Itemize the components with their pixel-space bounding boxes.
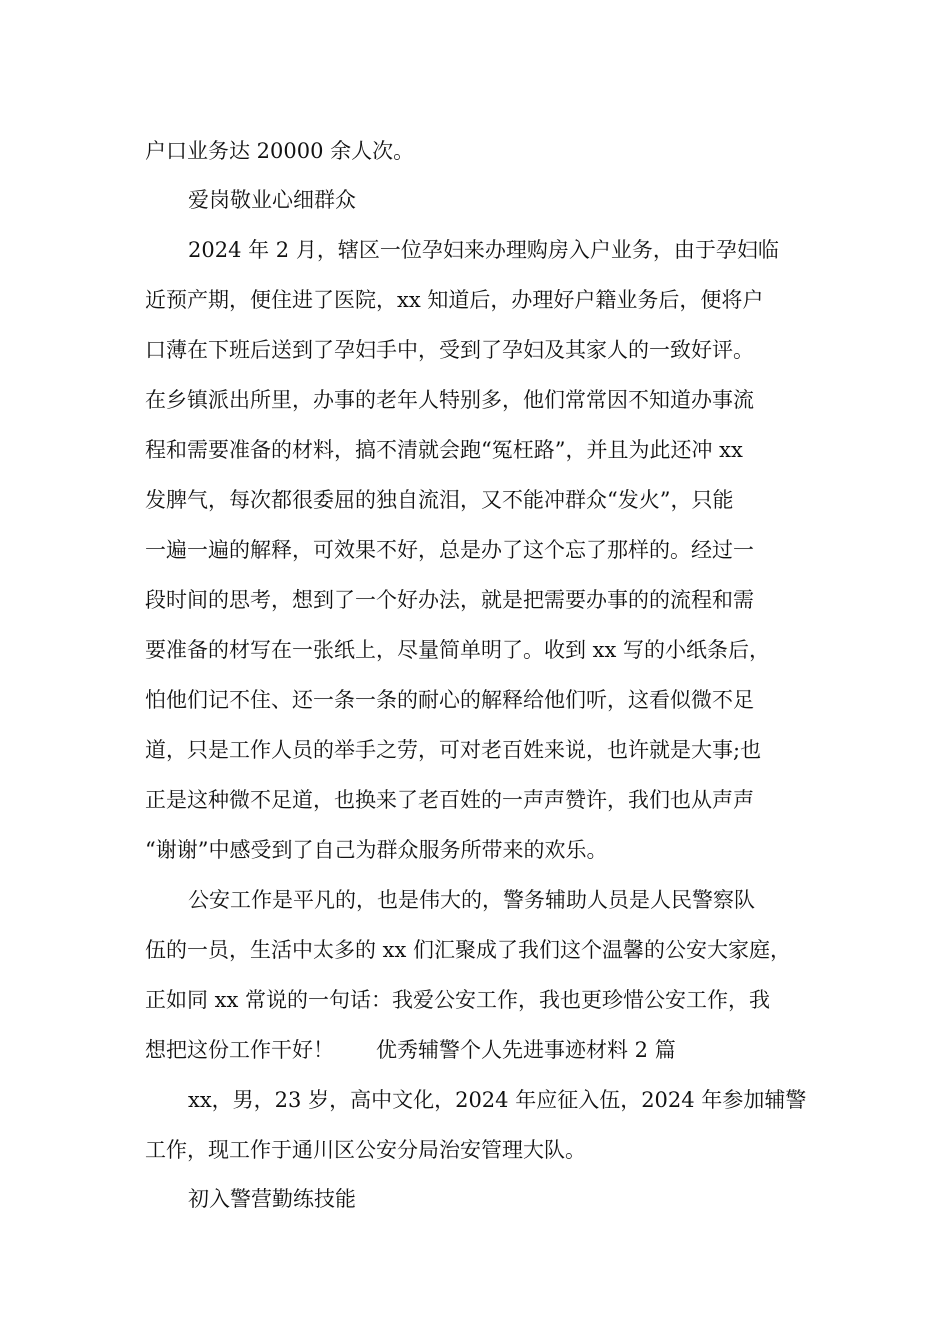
- text-line: 2024 年 2 月，辖区一位孕妇来办理购房入户业务，由于孕妇临: [188, 238, 779, 262]
- text-line: 段时间的思考，想到了一个好办法，就是把需要办事的的流程和需: [145, 588, 754, 612]
- text-line: 正是这种微不足道，也换来了老百姓的一声声赞许，我们也从声声: [145, 788, 754, 812]
- text-line: 发脾气，每次都很委屈的独自流泪，又不能冲群众“发火”，只能: [145, 488, 734, 512]
- text-line: 一遍一遍的解释，可效果不好，总是办了这个忘了那样的。经过一: [145, 538, 754, 562]
- text-line: 工作，现工作于通川区公安分局治安管理大队。: [145, 1138, 586, 1162]
- text-line: 户口业务达 20000 余人次。: [145, 139, 415, 163]
- text-line: 怕他们记不住、还一条一条的耐心的解释给他们听，这看似微不足: [145, 688, 754, 712]
- text-line: xx，男，23 岁，高中文化，2024 年应征入伍，2024 年参加辅警: [188, 1088, 807, 1112]
- text-line: “谢谢”中感受到了自己为群众服务所带来的欢乐。: [145, 838, 608, 862]
- text-line: 在乡镇派出所里，办事的老年人特别多，他们常常因不知道办事流: [145, 388, 754, 412]
- text-line: 正如同 xx 常说的一句话：我爱公安工作，我也更珍惜公安工作，我: [145, 988, 771, 1012]
- text-line: 想把这份工作干好！ 优秀辅警个人先进事迹材料 2 篇: [145, 1038, 676, 1062]
- text-line: 近预产期，便住进了医院，xx 知道后，办理好户籍业务后，便将户: [145, 288, 764, 312]
- section-heading: 初入警营勤练技能: [188, 1187, 356, 1211]
- section-heading: 爱岗敬业心细群众: [188, 188, 356, 212]
- text-line: 公安工作是平凡的，也是伟大的，警务辅助人员是人民警察队: [188, 888, 755, 912]
- text-line: 口薄在下班后送到了孕妇手中，受到了孕妇及其家人的一致好评。: [145, 338, 754, 362]
- text-line: 要准备的材写在一张纸上，尽量简单明了。收到 xx 写的小纸条后，: [145, 638, 771, 662]
- text-line: 道，只是工作人员的举手之劳，可对老百姓来说，也许就是大事;也: [145, 738, 762, 762]
- text-line: 伍的一员，生活中太多的 xx 们汇聚成了我们这个温馨的公安大家庭，: [145, 938, 792, 962]
- text-line: 程和需要准备的材料，搞不清就会跑“冤枉路”，并且为此还冲 xx: [145, 438, 743, 462]
